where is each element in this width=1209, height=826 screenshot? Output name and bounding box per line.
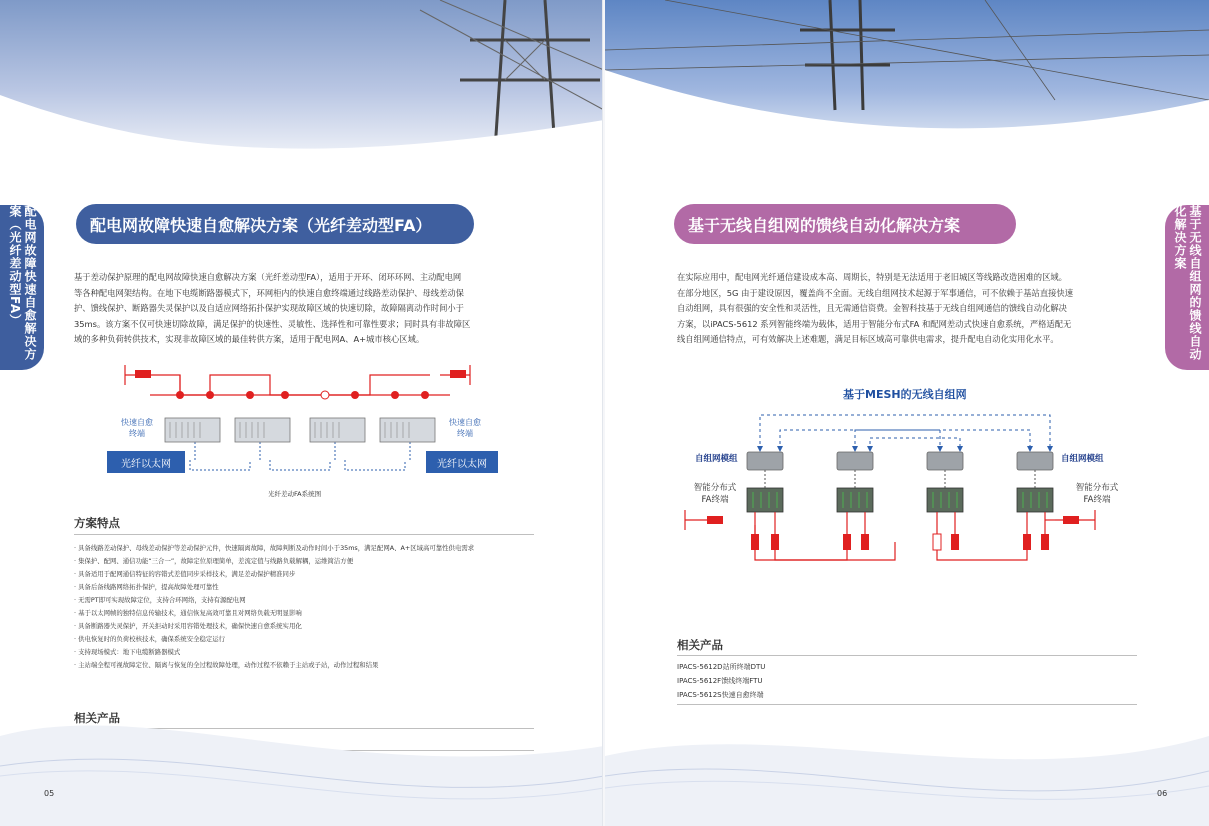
breaker-left: [135, 370, 151, 378]
mesh-module-label-left: 自组网模组: [695, 454, 738, 464]
feeder-line: [685, 510, 1095, 560]
list-item: IPACS-5612D站所终端DTU: [677, 663, 766, 671]
terminal-units: [165, 418, 435, 442]
breaker-right: [450, 370, 466, 378]
list-item: · 基于以太网帧的独特信息传输技术，通信恢复高效可靠且对网络负载无明显影响: [74, 609, 302, 617]
breaker-right: [1063, 516, 1079, 524]
fa-terminals: [747, 488, 1053, 512]
mesh-module-label-right: 自组网模组: [1061, 454, 1104, 464]
sky-photo: [0, 0, 604, 150]
bottom-wave: [0, 676, 604, 826]
side-tab-right: 基于无线自组网的馈线自动化解决方案: [1165, 205, 1209, 370]
right-page: [605, 0, 1209, 826]
list-item: · 供电恢复时的负荷校核技术，确保系统安全稳定运行: [74, 635, 226, 643]
fa-terminal-label-right: 智能分布式 FA终端: [1075, 483, 1119, 505]
list-item: · 支持现场模式：地下电缆断路器模式: [74, 648, 181, 656]
page-title-right: 基于无线自组网的馈线自动化解决方案: [674, 204, 1016, 244]
divider: [74, 534, 534, 535]
fiber-ethernet-right: 光纤以太网: [426, 451, 498, 473]
left-page: [0, 0, 604, 826]
list-item: · 集保护、配网、通信功能“三合一”，故障定位原理简单，差流定值与线路负载解耦，运维简洁方便: [74, 557, 354, 565]
list-item: IPACS-5612S快速自愈终端: [677, 691, 764, 699]
page-title-left: 配电网故障快速自愈解决方案（光纤差动型FA）: [76, 204, 474, 244]
mesh-modules: [747, 452, 1053, 470]
divider: [677, 655, 1137, 656]
sky-photo: [605, 0, 1209, 150]
products-title-left: 相关产品: [74, 711, 120, 725]
list-item: · 主站端全程可视故障定位、隔离与恢复的全过程故障处理，动作过程不依赖于主站或子站，动作过程和结果: [74, 661, 379, 669]
mesh-diagram-title: 基于MESH的无线自组网: [843, 388, 967, 401]
breaker-left: [707, 516, 723, 524]
list-item: · 无需PT即可实现故障定位，支持合环网络，支持有源配电网: [74, 596, 246, 604]
page-number-right: 06: [1157, 789, 1168, 798]
page-number-left: 05: [44, 789, 55, 798]
side-tab-left: 配电网故障快速自愈解决方案（光纤差动型FA）: [0, 205, 44, 370]
list-item: · 具备后备线路网络拓扑保护，提高故障处理可靠性: [74, 583, 219, 591]
features-title: 方案特点: [74, 516, 120, 530]
list-item: · 具备适用于配网通信特征的容错式差值同步采样技术，满足差动保护精准同步: [74, 570, 296, 578]
feeder-line: [125, 365, 470, 395]
list-item: · 具备断路器失灵保护，开关拒动时采用容错处理技术，确保快速自愈系统实用化: [74, 622, 302, 630]
fiber-ethernet-left: 光纤以太网: [107, 451, 185, 473]
features-list: [74, 542, 534, 672]
terminal-label-right: 快速自愈 终端: [449, 418, 481, 438]
sectionalizers: [751, 534, 1049, 550]
terminal-label-left: 快速自愈 终端: [121, 418, 153, 438]
products-title-right: 相关产品: [677, 638, 723, 652]
diagram-caption: 光纤差动FA系统图: [268, 490, 322, 498]
intro-left: 基于差动保护原理的配电网故障快速自愈解决方案（光纤差动型FA），适用于开环、闭环环网、主动配电网 等各种配电网架结构。在地下电缆断路器模式下，环网柜内的快速自愈终端通过线路差动保护、母线差动保 护、馈线保护、断路器失灵保护以及自适应网络拓扑保护实现故障区域的快速切除，故障隔离动作时间小于 35ms。该方案不仅可快速切除故障，满足保护的快速性、灵敏性、选择性和可靠性要求；同时具有非故障区 域的多种负荷转供技术，实现非故障区域的最佳转供方案，适用于配电网A、A+城市核心区域。: [74, 272, 471, 344]
fa-terminal-label-left: 智能分布式 FA终端: [693, 483, 737, 505]
intro-right: 在实际应用中，配电网光纤通信建设成本高、周期长，特别是无法适用于老旧城区等线路改造困难的区域。 在部分地区，5G 由于建设原因，覆盖尚不全面。无线自组网技术起源于军事通信，可不依赖于基站直接快速 自动组网，具有很强的安全性和灵活性，且无需通信资费。金智科技基于无线自组网通信的馈线自动化解决 方案，以iPACS-5612 系列智能终端为载体，适用于智能分布式FA 和配网差动式快速自愈系统，严格适配无 线自组网通信特点，可有效解决上述难题，满足目标区域高可靠供电需求，提升配电自动化实用化水平。: [677, 272, 1074, 344]
list-item: IPACS-5612F馈线终端FTU: [677, 677, 763, 685]
bottom-wave: [605, 676, 1209, 826]
list-item: · 具备线路差动保护、母线差动保护等差动保护元件，快速隔离故障，故障判断及动作时间小于35ms，满足配网A、A+区域高可靠性供电需求: [74, 544, 475, 552]
